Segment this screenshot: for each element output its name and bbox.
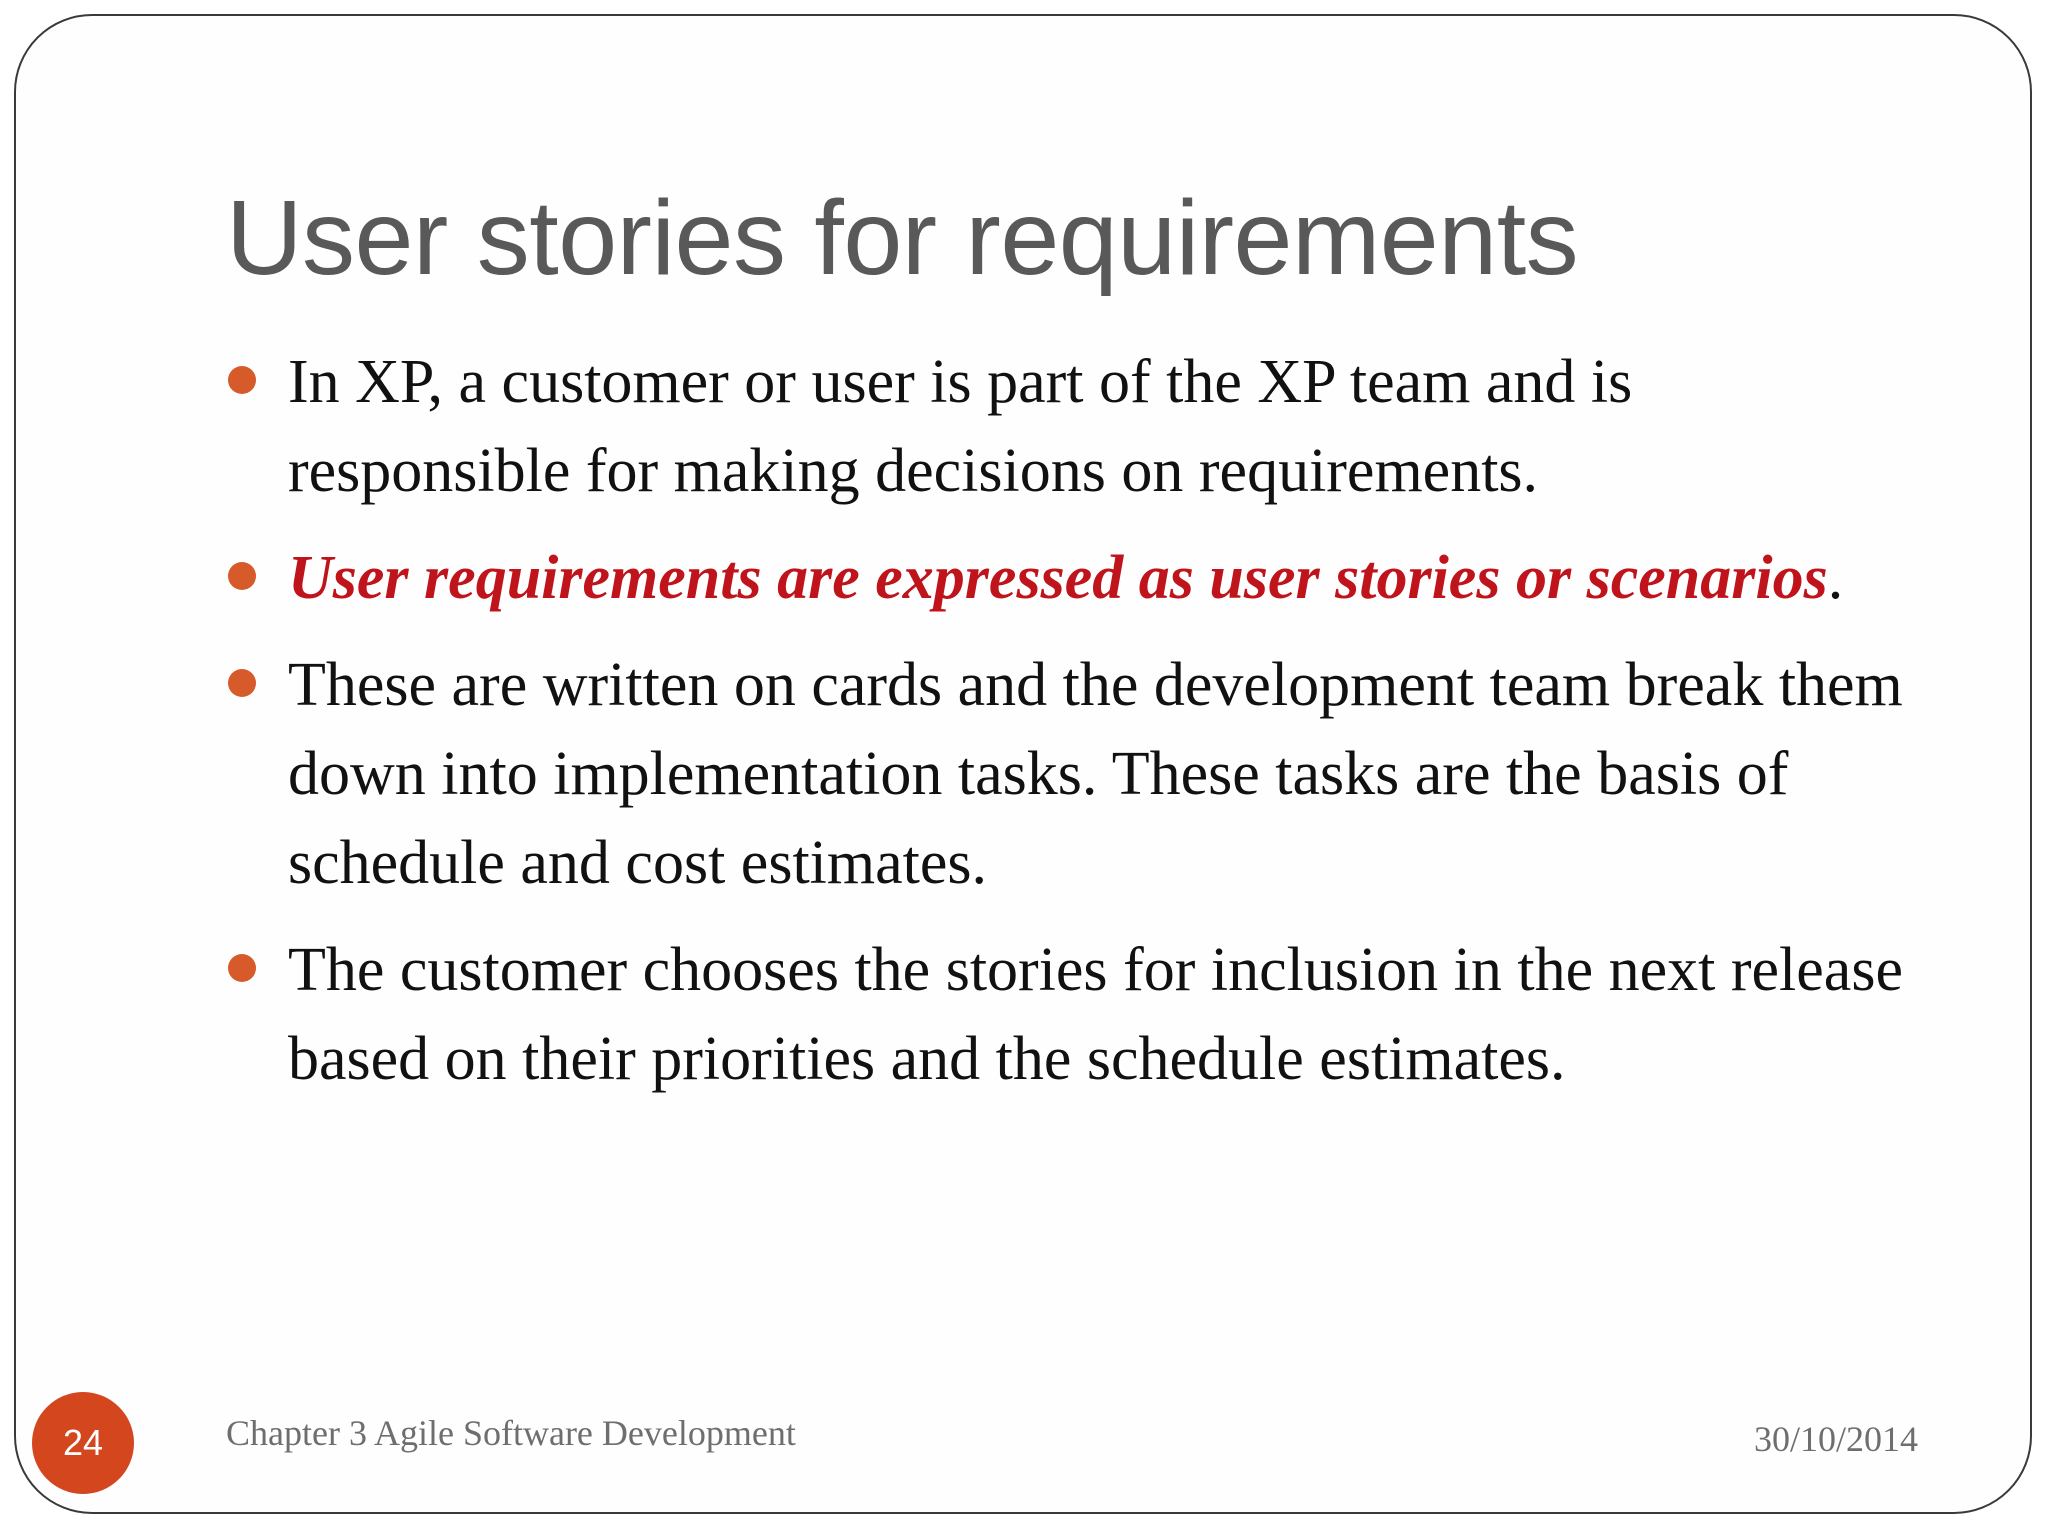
bullet-item — [226, 641, 1968, 908]
bullet-dot-icon — [228, 562, 256, 590]
bullet-trailing-text: . — [1827, 544, 1844, 612]
bullet-emphasis-text: User requirements are expressed as user stories or scenarios — [288, 544, 1828, 612]
bullet-item — [226, 338, 1848, 516]
bullet-dot-icon — [228, 366, 256, 394]
bullet-text: These are written on cards and the development team break them down into implementation tasks. These tasks are the basis of schedule and cost estimates. — [288, 651, 1903, 897]
bullet-dot-icon — [228, 669, 256, 697]
bullet-text: In XP, a customer or user is part of the XP team and is responsible for making decisions on requirements. — [288, 348, 1633, 505]
bullet-item — [226, 534, 1888, 623]
bullet-item — [226, 926, 1968, 1104]
footer-chapter: Chapter 3 Agile Software Development — [226, 1413, 796, 1453]
page-number-badge — [32, 1392, 134, 1494]
bullet-text: The customer chooses the stories for inclusion in the next release based on their priorities and the schedule estimates. — [288, 936, 1903, 1093]
bullet-list — [226, 338, 1906, 1122]
page-number: 24 — [62, 1422, 104, 1463]
footer-date: 30/10/2014 — [1753, 1419, 1918, 1459]
slide-title: User stories for requirements — [226, 179, 1579, 297]
bullet-dot-icon — [228, 954, 256, 982]
